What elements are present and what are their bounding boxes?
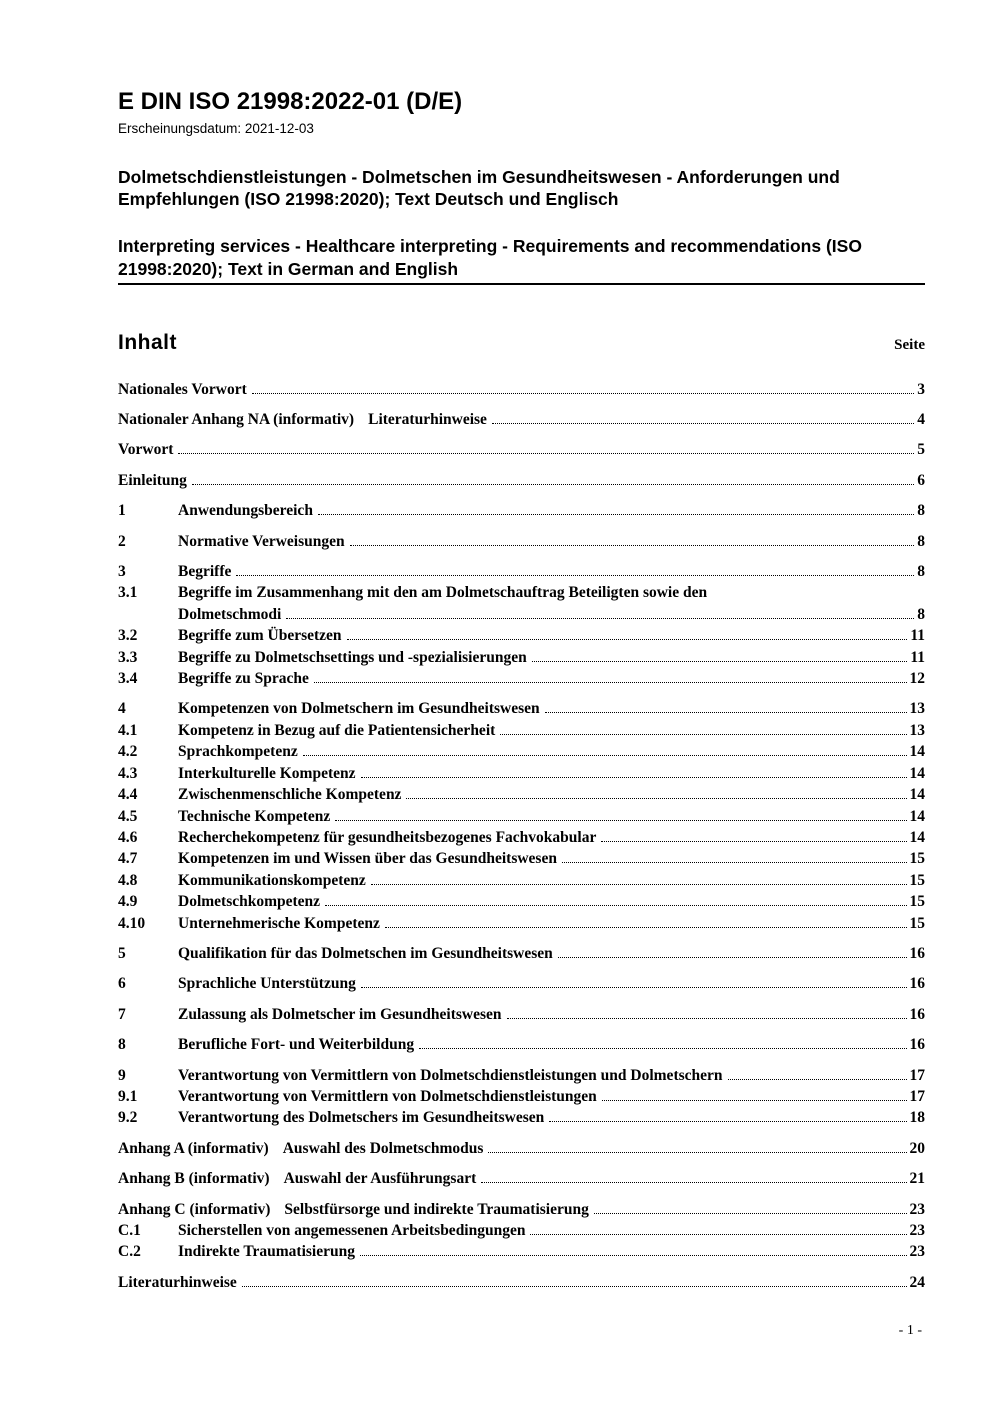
toc-entry — [118, 1241, 925, 1262]
toc-entry-number: 4 — [118, 700, 126, 718]
toc-entry-page-number: 11 — [910, 627, 925, 645]
toc-entry-number: C.1 — [118, 1222, 141, 1239]
toc-entry — [118, 1004, 925, 1025]
toc-entry-page-number: 15 — [909, 871, 925, 889]
toc-entry-page-number: 13 — [909, 700, 925, 718]
toc-entry — [118, 943, 925, 964]
toc-entry-title: Nationales Vorwort — [118, 380, 247, 398]
document-title-german: Dolmetschdienstleistungen - Dolmetschen im Gesundheitswesen - Anforderungen und Empfehlungen (ISO 21998:2020); Text Deutsch und Englisch — [118, 166, 840, 210]
toc-entry — [118, 531, 925, 552]
toc-entry-title: Technische Kompetenz — [178, 807, 331, 825]
toc-entry-title: Kompetenzen im und Wissen über das Gesundheitswesen — [178, 850, 557, 868]
toc-entry-number: 4.7 — [118, 850, 138, 868]
toc-entry-number: 3.2 — [118, 627, 138, 645]
toc-entry-page-number: 23 — [909, 1222, 925, 1239]
toc-entry-title: Sicherstellen von angemessenen Arbeitsbedingungen — [178, 1222, 526, 1239]
toc-entry-title: Einleitung — [118, 471, 187, 489]
toc-entry-title: Kommunikationskompetenz — [178, 871, 366, 889]
toc-dotted-leader — [419, 1048, 906, 1049]
toc-entry-page-number: 16 — [909, 1005, 925, 1023]
toc-entry-number: 1 — [118, 502, 126, 520]
toc-entry-title: Qualifikation für das Dolmetschen im Gesundheitswesen — [178, 944, 553, 962]
toc-entry-page-number: 24 — [909, 1273, 925, 1291]
toc-dotted-leader — [532, 661, 908, 662]
toc-entry-number: 4.3 — [118, 764, 138, 782]
toc-entry-title: Verantwortung von Vermittlern von Dolmetschdienstleistungen — [178, 1087, 597, 1105]
toc-entry-page-number: 16 — [909, 975, 925, 993]
toc-dotted-leader — [488, 1152, 906, 1153]
toc-entry-page-number: 23 — [909, 1243, 925, 1261]
toc-entry-number: 4.8 — [118, 871, 138, 889]
toc-entry-title: Sprachkompetenz — [178, 743, 298, 761]
toc-entry-page-number: 14 — [909, 786, 925, 804]
toc-entry — [118, 784, 925, 805]
toc-entry — [118, 806, 925, 827]
toc-entry — [118, 379, 925, 400]
toc-entry-title: Zwischenmenschliche Kompetenz — [178, 786, 402, 804]
toc-entry — [118, 1168, 925, 1189]
toc-entry-page-number: 8 — [917, 502, 925, 520]
toc-entry — [118, 582, 925, 603]
toc-entry — [118, 848, 925, 869]
toc-heading: Inhalt — [118, 330, 177, 354]
toc-entry-number: 9.1 — [118, 1087, 138, 1105]
toc-dotted-leader — [242, 1286, 907, 1287]
toc-entry-title: Verantwortung des Dolmetschers im Gesundheitswesen — [178, 1109, 545, 1127]
toc-entry-title: Literaturhinweise — [118, 1273, 237, 1291]
toc-entry — [118, 913, 925, 934]
toc-entry-page-number: 21 — [909, 1170, 925, 1188]
toc-entry-page-number: 14 — [909, 764, 925, 782]
toc-entry — [118, 827, 925, 848]
toc-entry-number: 4.9 — [118, 893, 138, 911]
toc-dotted-leader — [252, 393, 915, 394]
toc-entry-title: Zulassung als Dolmetscher im Gesundheitswesen — [178, 1005, 502, 1023]
toc-entry — [118, 1034, 925, 1055]
toc-dotted-leader — [318, 514, 914, 515]
toc-entry — [118, 439, 925, 460]
toc-dotted-leader — [361, 777, 907, 778]
toc-entry-subtitle: Auswahl des Dolmetschmodus — [282, 1139, 484, 1157]
toc-entry-page-number: 6 — [917, 471, 925, 489]
toc-entry-page-number: 8 — [917, 532, 925, 550]
toc-dotted-leader — [530, 1234, 906, 1235]
toc-dotted-leader — [371, 884, 907, 885]
toc-entry-page-number: 14 — [909, 828, 925, 846]
toc-dotted-leader — [500, 734, 906, 735]
toc-entry-page-number: 14 — [909, 743, 925, 761]
toc-dotted-leader — [314, 682, 907, 683]
toc-entry-title: Begriffe zu Sprache — [178, 670, 309, 688]
toc-entry-number: 9.2 — [118, 1109, 138, 1127]
toc-entry-title: Kompetenz in Bezug auf die Patientensicherheit — [178, 721, 496, 739]
toc-entry-page-number: 4 — [917, 411, 925, 428]
toc-dotted-leader — [361, 987, 907, 988]
toc-entry-number: 3.4 — [118, 670, 138, 688]
toc-entry-number: C.2 — [118, 1243, 141, 1261]
toc-entry-number: 9 — [118, 1066, 126, 1084]
toc-dotted-leader — [601, 841, 906, 842]
toc-entry-page-number: 17 — [909, 1087, 925, 1105]
toc-entry-page-number: 16 — [909, 1036, 925, 1054]
toc-entry — [118, 870, 925, 891]
toc-page-column-label: Seite — [894, 336, 925, 353]
toc-entry-title: Begriffe zu Dolmetschsettings und -spezialisierungen — [178, 648, 527, 666]
toc-dotted-leader — [335, 820, 906, 821]
toc-entry-page-number: 18 — [909, 1109, 925, 1127]
toc-dotted-leader — [385, 927, 907, 928]
toc-entry-page-number: 5 — [917, 441, 925, 459]
toc-entry-number: 6 — [118, 975, 126, 993]
toc-entry-number: 5 — [118, 944, 126, 962]
toc-dotted-leader — [350, 545, 915, 546]
toc-entry-title: Begriffe im Zusammenhang mit den am Dolmetschauftrag Beteiligten sowie den — [178, 584, 708, 602]
toc-entry-title: Anhang C (informativ) — [118, 1200, 271, 1218]
toc-entry-page-number: 3 — [917, 380, 925, 398]
toc-entry-page-number: 8 — [917, 563, 925, 581]
toc-entry-number: 4.5 — [118, 807, 138, 825]
toc-entry — [118, 1065, 925, 1086]
toc-entry-number: 4.1 — [118, 721, 138, 739]
toc-entry-page-number: 15 — [909, 914, 925, 932]
toc-entry-page-number: 14 — [909, 807, 925, 825]
document-title-english: Interpreting services - Healthcare interpreting - Requirements and recommendations (ISO 21998:2020); Text in German and English — [118, 235, 925, 285]
toc-entry — [118, 1086, 925, 1107]
toc-dotted-leader — [286, 618, 914, 619]
toc-entry — [118, 1138, 925, 1159]
toc-dotted-leader — [360, 1255, 907, 1256]
toc-entry-title: Vorwort — [118, 441, 174, 459]
toc-entry-title: Dolmetschmodi — [178, 605, 282, 623]
toc-entry-page-number: 17 — [909, 1066, 925, 1084]
toc-entry-page-number: 15 — [909, 850, 925, 868]
toc-dotted-leader — [507, 1018, 907, 1019]
toc-entry — [118, 470, 925, 491]
toc-entry-number: 4.4 — [118, 786, 138, 804]
toc-entry-title: Verantwortung von Vermittlern von Dolmetschdienstleistungen und Dolmetschern — [178, 1066, 723, 1084]
toc-dotted-leader — [303, 755, 907, 756]
toc-entry-subtitle: Literaturhinweise — [368, 411, 487, 428]
toc-entry-number: 3 — [118, 563, 126, 581]
toc-entry — [118, 561, 925, 582]
toc-entry-subtitle: Selbstfürsorge und indirekte Traumatisierung — [284, 1200, 589, 1218]
toc-dotted-leader — [236, 575, 914, 576]
toc-dotted-leader — [562, 862, 907, 863]
toc-entry-title: Unternehmerische Kompetenz — [178, 914, 380, 932]
toc-entry — [118, 500, 925, 521]
toc-entry-page-number: 15 — [909, 893, 925, 911]
toc-entry-page-number: 13 — [909, 721, 925, 739]
toc-entry-page-number: 11 — [910, 648, 925, 666]
toc-header — [118, 331, 925, 355]
toc-entry — [118, 625, 925, 646]
toc-entry-number: 3.3 — [118, 648, 138, 666]
toc-entry — [118, 1107, 925, 1128]
toc-entry-subtitle: Auswahl der Ausführungsart — [283, 1170, 477, 1188]
toc-entry-title: Sprachliche Unterstützung — [178, 975, 356, 993]
toc-entry-title: Recherchekompetenz für gesundheitsbezogenes Fachvokabular — [178, 828, 597, 846]
toc-entry — [118, 698, 925, 719]
toc-dotted-leader — [325, 905, 906, 906]
toc-entry — [118, 763, 925, 784]
toc-entry-title: Indirekte Traumatisierung — [178, 1243, 355, 1261]
toc-entry — [118, 409, 925, 430]
toc-entry-title: Kompetenzen von Dolmetschern im Gesundheitswesen — [178, 700, 540, 718]
toc-entry-number: 4.2 — [118, 743, 138, 761]
toc-dotted-leader — [549, 1121, 906, 1122]
toc-entry — [118, 1199, 925, 1220]
toc-dotted-leader — [594, 1213, 907, 1214]
toc-dotted-leader — [558, 957, 907, 958]
toc-dotted-leader — [602, 1100, 907, 1101]
toc-entry — [118, 604, 925, 625]
page-number-footer: - 1 - — [898, 1323, 922, 1338]
toc-entry-number: 3.1 — [118, 584, 138, 602]
toc-entry-number: 4.6 — [118, 828, 138, 846]
toc-entry — [118, 973, 925, 994]
toc-entry-page-number: 8 — [917, 605, 925, 623]
toc-dotted-leader — [178, 453, 914, 454]
toc-entry-number: 7 — [118, 1005, 126, 1023]
toc-entry — [118, 668, 925, 689]
toc-entry-number: 4.10 — [118, 914, 146, 932]
publication-date: Erscheinungsdatum: 2021-12-03 — [118, 120, 314, 136]
toc-dotted-leader — [492, 423, 914, 424]
toc-entry-page-number: 12 — [909, 670, 925, 688]
toc-entry — [118, 1220, 925, 1241]
toc-dotted-leader — [347, 639, 908, 640]
toc-entry-page-number: 20 — [909, 1139, 925, 1157]
toc-entry — [118, 1272, 925, 1293]
toc-entry — [118, 891, 925, 912]
table-of-contents — [118, 379, 925, 1294]
toc-entry-title: Anwendungsbereich — [178, 502, 313, 520]
toc-entry-title: Begriffe — [178, 563, 232, 581]
toc-entry — [118, 720, 925, 741]
toc-entry-number: 2 — [118, 532, 126, 550]
toc-entry-title: Begriffe zum Übersetzen — [178, 627, 342, 645]
toc-dotted-leader — [406, 798, 906, 799]
toc-entry-title: Nationaler Anhang NA (informativ) — [118, 411, 355, 428]
toc-entry-title: Dolmetschkompetenz — [178, 893, 321, 911]
toc-dotted-leader — [545, 712, 907, 713]
toc-entry — [118, 741, 925, 762]
toc-dotted-leader — [192, 484, 914, 485]
toc-entry-page-number: 23 — [909, 1200, 925, 1218]
toc-entry-title: Normative Verweisungen — [178, 532, 345, 550]
toc-entry-title: Anhang A (informativ) — [118, 1139, 269, 1157]
toc-entry-title: Berufliche Fort- und Weiterbildung — [178, 1036, 415, 1054]
toc-entry-title: Interkulturelle Kompetenz — [178, 764, 356, 782]
toc-entry-title: Anhang B (informativ) — [118, 1170, 270, 1188]
toc-entry — [118, 647, 925, 668]
toc-dotted-leader — [728, 1079, 907, 1080]
toc-entry-number: 8 — [118, 1036, 126, 1054]
toc-dotted-leader — [481, 1182, 906, 1183]
document-number-title: E DIN ISO 21998:2022-01 (D/E) — [118, 88, 463, 115]
toc-entry-page-number: 16 — [909, 944, 925, 962]
